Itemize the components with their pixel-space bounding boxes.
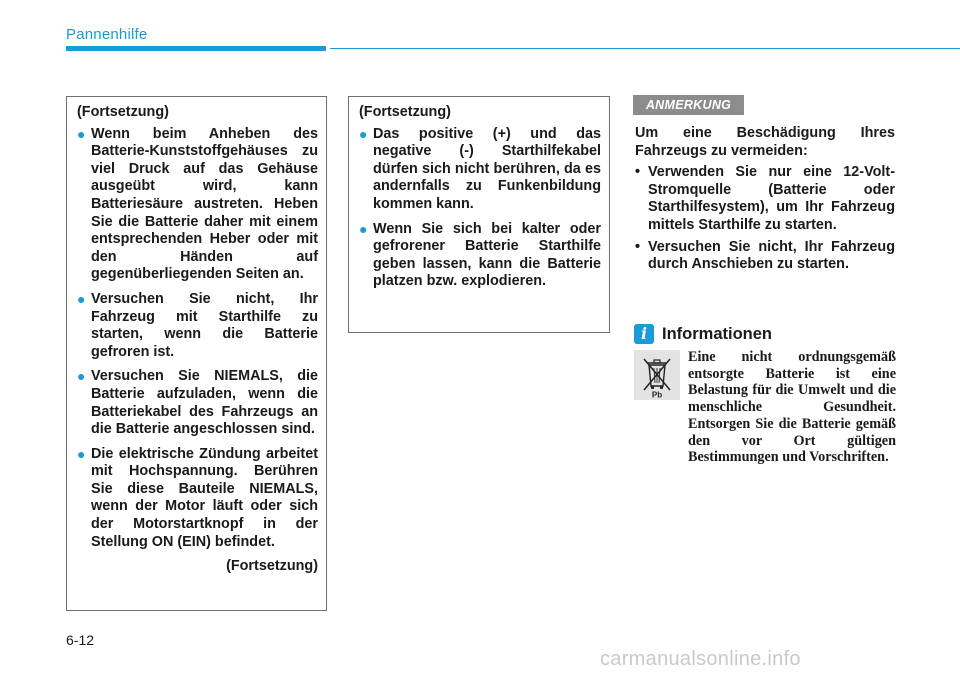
page-number: 6-12: [66, 632, 95, 648]
info-icon: i: [634, 324, 654, 344]
warning-bullet-text: Versuchen Sie NIEMALS, die Batterie aufzuladen, wenn die Batteriekabel des Fahrzeugs an die Batterie angeschlossen sind.: [91, 368, 318, 438]
bullet-dot-icon: ●: [77, 290, 86, 307]
bullet-dot-icon: ●: [77, 125, 86, 142]
section-title: Pannenhilfe: [66, 26, 148, 43]
bin-label: Pb: [651, 390, 663, 400]
notice-bullet: [635, 164, 895, 234]
notice-badge: ANMERKUNG: [633, 95, 744, 115]
warning-bullet-text: Wenn Sie sich bei kalter oder gefrorener Batterie Starthilfe geben lassen, kann die Batterie platzen bzw. explodieren.: [373, 220, 601, 290]
bullet-dot-icon: ●: [77, 368, 86, 385]
warning-bullet-text: Versuchen Sie nicht, Ihr Fahrzeug mit Starthilfe zu starten, wenn die Batterie gefroren ist.: [91, 290, 318, 360]
warning-bullet: [359, 221, 601, 291]
header-rule-thick: [66, 46, 326, 51]
notice-body: [635, 125, 895, 278]
warning-bullet: [77, 291, 318, 361]
notice-bullet-text: Versuchen Sie nicht, Ihr Fahrzeug durch Anschieben zu starten.: [648, 238, 895, 273]
warning-box-middle: [348, 96, 610, 333]
warning-bullet: [77, 368, 318, 438]
continued-heading: (Fortsetzung): [77, 104, 169, 120]
bullet-dot-icon: ●: [359, 220, 368, 237]
bullet-dot-icon: •: [635, 164, 641, 181]
notice-bullet-text: Verwenden Sie nur eine 12-Volt-Stromquelle (Batterie oder Starthilfesystem), um Ihr Fahrzeug mittels Starthilfe zu starten.: [648, 164, 895, 233]
warning-bullet-text: Das positive (+) und das negative (-) Starthilfekabel dürfen sich nicht berühren, da es andernfalls zu Funkenbildung kommen kann.: [373, 125, 601, 212]
crossed-bin-icon: [634, 350, 680, 400]
warning-box-left: [66, 96, 327, 611]
bullet-dot-icon: •: [635, 238, 641, 255]
bullet-dot-icon: ●: [359, 125, 368, 142]
header-rule-thin: [330, 48, 960, 49]
warning-bullet-text: Die elektrische Zündung arbeitet mit Hochspannung. Berühren Sie diese Bauteile NIEMALS, wenn der Motor läuft oder sich der Motorstartknopf in der Stellung ON (EIN) befindet.: [91, 445, 318, 550]
continued-footer: (Fortsetzung): [226, 558, 318, 575]
info-text: Eine nicht ordnungsgemäß entsorgte Batterie ist eine Belastung für die Umwelt und die menschliche Gesundheit. Entsorgen Sie die Batterie gemäß den vor Ort gültigen Bestimmungen und Vorschriften.: [688, 349, 896, 466]
info-title: Informationen: [662, 325, 772, 343]
warning-bullet: [77, 126, 318, 284]
notice-bullet: [635, 239, 895, 274]
notice-intro: Um eine Beschädigung Ihres Fahrzeugs zu vermeiden:: [635, 125, 895, 159]
continued-heading: (Fortsetzung): [359, 104, 451, 120]
watermark: carmanualsonline.info: [600, 648, 801, 670]
warning-bullet-text: Wenn beim Anheben des Batterie-Kunststoffgehäuses zu viel Druck auf das Gehäuse ausgeübt wird, kann Batteriesäure austreten. Heben Sie die Batterie daher mit einem entsprechenden Heber oder mit den Händen auf gegenüberliegenden Seiten an.: [91, 125, 318, 283]
bullet-dot-icon: ●: [77, 445, 86, 462]
warning-bullet: [359, 126, 601, 214]
warning-bullet: [77, 446, 318, 552]
